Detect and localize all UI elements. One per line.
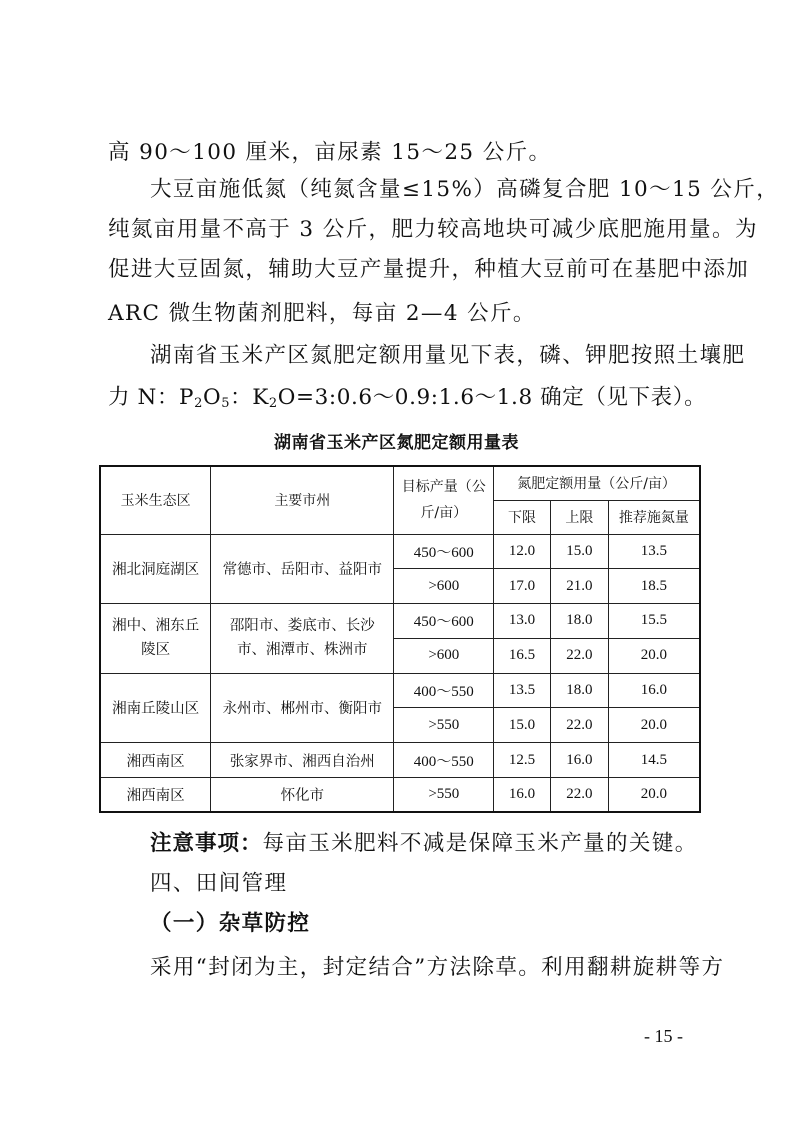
target-cell: >550 xyxy=(394,778,494,813)
city-cell: 永州市、郴州市、衡阳市 xyxy=(211,673,394,743)
upper-cell: 18.0 xyxy=(550,673,608,708)
body-line-6: 湖南省玉米产区氮肥定额用量见下表，磷、钾肥按照土壤肥 xyxy=(150,343,746,368)
zone-cell: 湘北洞庭湖区 xyxy=(100,534,211,604)
upper-cell: 22.0 xyxy=(550,638,608,673)
formula-suffix: O=3:0.6～0.9:1.6～1.8 确定（见下表）。 xyxy=(277,385,707,410)
attention-note xyxy=(150,826,698,862)
table-row xyxy=(100,604,700,639)
lower-cell: 13.5 xyxy=(494,673,551,708)
header-target: 目标产量（公斤/亩） xyxy=(394,466,494,534)
upper-cell: 15.0 xyxy=(550,534,608,569)
target-cell: 400～550 xyxy=(394,743,494,778)
note-label: 注意事项： xyxy=(150,831,263,856)
recommended-cell: 15.5 xyxy=(608,604,700,639)
recommended-cell: 14.5 xyxy=(608,743,700,778)
table-row xyxy=(100,673,700,708)
target-cell: >600 xyxy=(394,638,494,673)
zone-cell: 湘西南区 xyxy=(100,778,211,813)
nitrogen-fertilizer-table xyxy=(99,465,701,813)
header-city: 主要市州 xyxy=(211,466,394,534)
header-upper: 上限 xyxy=(550,500,608,534)
formula-sub-3: 2 xyxy=(268,396,278,411)
lower-cell: 15.0 xyxy=(494,708,551,743)
upper-cell: 18.0 xyxy=(550,604,608,639)
formula-prefix: 力 N：P xyxy=(108,385,195,410)
body-line-4: 促进大豆固氮，辅助大豆产量提升，种植大豆前可在基肥中添加 xyxy=(108,257,750,282)
header-lower: 下限 xyxy=(494,500,551,534)
header-zone: 玉米生态区 xyxy=(100,466,211,534)
lower-cell: 12.5 xyxy=(494,743,551,778)
lower-cell: 13.0 xyxy=(494,604,551,639)
zone-cell: 湘南丘陵山区 xyxy=(100,673,211,743)
formula-mid-1: O xyxy=(203,385,222,410)
formula-sub-2: 5 xyxy=(221,396,231,411)
recommended-cell: 13.5 xyxy=(608,534,700,569)
body-line-last: 采用“封闭为主，封定结合”方法除草。利用翻耕旋耕等方 xyxy=(150,955,725,980)
body-line-2: 大豆亩施低氮（纯氮含量≤15%）高磷复合肥 10～15 公斤， xyxy=(150,177,780,202)
lower-cell: 16.5 xyxy=(494,638,551,673)
body-line-1: 高 90～100 厘米，亩尿素 15～25 公斤。 xyxy=(108,140,552,165)
city-cell: 常德市、岳阳市、益阳市 xyxy=(211,534,394,604)
table-row xyxy=(100,534,700,569)
target-cell: 450～600 xyxy=(394,534,494,569)
table-row xyxy=(100,743,700,778)
target-cell: 450～600 xyxy=(394,604,494,639)
formula-mid-2: ：K xyxy=(230,385,269,410)
table-row xyxy=(100,778,700,813)
table-header-row-1 xyxy=(100,466,700,500)
lower-cell: 16.0 xyxy=(494,778,551,813)
target-cell: >550 xyxy=(394,708,494,743)
target-cell: 400～550 xyxy=(394,673,494,708)
lower-cell: 12.0 xyxy=(494,534,551,569)
subsection-heading-1: （一）杂草防控 xyxy=(150,911,311,936)
zone-cell: 湘中、湘东丘陵区 xyxy=(100,604,211,674)
body-line-3: 纯氮亩用量不高于 3 公斤，肥力较高地块可减少底肥施用量。为 xyxy=(108,217,758,242)
upper-cell: 16.0 xyxy=(550,743,608,778)
section-heading-4: 四、田间管理 xyxy=(150,871,288,896)
city-cell: 怀化市 xyxy=(211,778,394,813)
formula-sub-1: 2 xyxy=(194,396,203,411)
page-number: - 15 - xyxy=(644,1026,683,1046)
city-cell: 邵阳市、娄底市、长沙市、湘潭市、株洲市 xyxy=(211,604,394,674)
note-text: 每亩玉米肥料不减是保障玉米产量的关键。 xyxy=(262,831,698,856)
header-recommended: 推荐施氮量 xyxy=(608,500,700,534)
recommended-cell: 18.5 xyxy=(608,569,700,604)
upper-cell: 22.0 xyxy=(550,778,608,813)
table-caption: 湖南省玉米产区氮肥定额用量表 xyxy=(274,433,519,453)
header-nitrogen: 氮肥定额用量（公斤/亩） xyxy=(494,466,700,500)
body-line-7-formula xyxy=(108,380,707,416)
target-cell: >600 xyxy=(394,569,494,604)
recommended-cell: 20.0 xyxy=(608,778,700,813)
upper-cell: 21.0 xyxy=(550,569,608,604)
zone-cell: 湘西南区 xyxy=(100,743,211,778)
upper-cell: 22.0 xyxy=(550,708,608,743)
body-line-5: ARC 微生物菌剂肥料，每亩 2—4 公斤。 xyxy=(108,301,536,326)
lower-cell: 17.0 xyxy=(494,569,551,604)
recommended-cell: 16.0 xyxy=(608,673,700,708)
recommended-cell: 20.0 xyxy=(608,708,700,743)
recommended-cell: 20.0 xyxy=(608,638,700,673)
city-cell: 张家界市、湘西自治州 xyxy=(211,743,394,778)
